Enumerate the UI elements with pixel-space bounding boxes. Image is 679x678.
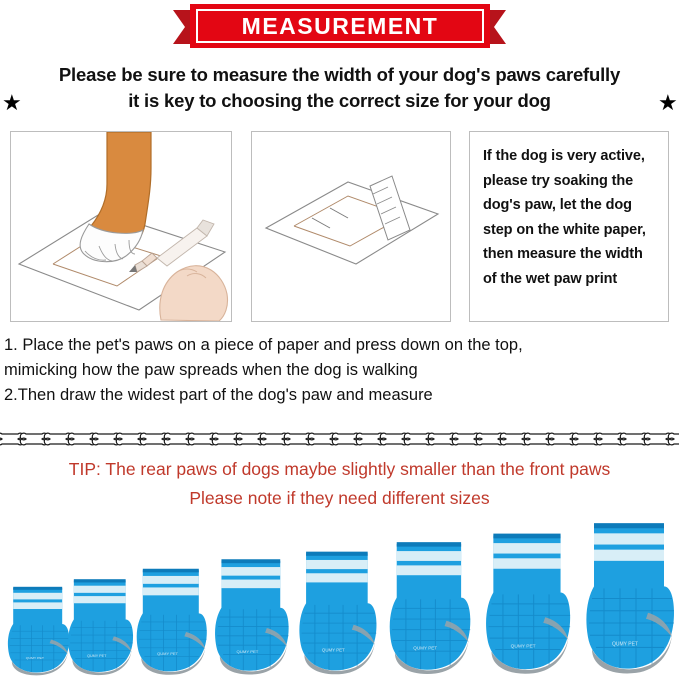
step-line-3: 2.Then draw the widest part of the dog's paw and measure — [4, 386, 433, 404]
bone-icon — [68, 433, 95, 445]
bone-icon — [404, 433, 431, 445]
banner-title: MEASUREMENT — [241, 12, 439, 39]
boot-brand-label: QUMY PET — [321, 647, 345, 653]
illustration-boxes — [10, 131, 669, 322]
bone-icon — [476, 433, 503, 445]
headline-line-2: it is key to choosing the correct size for your dog — [128, 90, 551, 111]
boot-brand-label: QUMY PET — [25, 656, 44, 660]
bone-icon — [428, 433, 455, 445]
steps-text — [4, 333, 679, 408]
banner — [0, 4, 679, 52]
box-active-dog-note — [469, 131, 669, 322]
dog-boot-icon — [578, 515, 678, 678]
tip-line-2: Please note if they need different sizes — [189, 488, 490, 508]
box-paw-illustration — [10, 131, 232, 322]
bone-icon — [452, 433, 479, 445]
note-text — [470, 132, 668, 291]
bone-divider — [0, 430, 679, 450]
bone-icon — [212, 433, 239, 445]
boot-brand-label: QUMY PET — [236, 649, 259, 654]
dog-boot-icon — [382, 535, 474, 678]
bone-icon — [284, 433, 311, 445]
bone-icon — [380, 433, 407, 445]
bone-icon — [548, 433, 575, 445]
bone-icon — [500, 433, 527, 445]
boots-row — [0, 515, 679, 678]
bone-icon — [332, 433, 359, 445]
tip-line-1: TIP: The rear paws of dogs maybe slightly smaller than the front paws — [68, 459, 611, 479]
box-ruler-illustration — [251, 131, 451, 322]
bone-icon — [44, 433, 71, 445]
dog-boot-icon — [130, 563, 210, 678]
note-line-5: then measure the width — [483, 246, 643, 262]
bone-icon — [92, 433, 119, 445]
bone-icon — [668, 433, 679, 445]
bone-icon — [308, 433, 335, 445]
bone-icon — [524, 433, 551, 445]
bone-icon — [596, 433, 623, 445]
tip-text — [0, 455, 679, 513]
bone-icon — [140, 433, 167, 445]
headline-line-1: Please be sure to measure the width of your dog's paws carefully — [58, 64, 621, 85]
bone-icon — [260, 433, 287, 445]
boot-brand-label: QUMY PET — [157, 652, 178, 656]
bone-icon — [116, 433, 143, 445]
paper-ruler-icon — [252, 132, 450, 321]
ribbon-inner-border — [196, 9, 484, 43]
step-line-2: mimicking how the paw spreads when the dog is walking — [4, 361, 418, 379]
step-line-1: 1. Place the pet's paws on a piece of paper and press down on the top, — [4, 336, 523, 354]
headline — [0, 62, 679, 114]
boot-brand-label: QUMY PET — [612, 641, 638, 648]
bone-icon — [356, 433, 383, 445]
bone-icon — [644, 433, 671, 445]
paw-on-paper-icon — [11, 132, 231, 321]
note-line-6: of the wet paw print — [483, 270, 618, 287]
dog-boot-icon — [292, 545, 380, 678]
note-line-1: If the dog is very active, — [483, 148, 645, 164]
bone-icon — [620, 433, 647, 445]
star-icon-right: ★ — [658, 90, 678, 115]
boot-brand-label: QUMY PET — [87, 654, 107, 659]
boot-brand-label: QUMY PET — [413, 645, 438, 651]
bone-icon — [236, 433, 263, 445]
bone-icon — [188, 433, 215, 445]
bone-icon — [572, 433, 599, 445]
note-line-2: please try soaking the — [483, 172, 634, 189]
boot-brand-label: QUMY PET — [510, 644, 536, 650]
star-icon-left: ★ — [2, 90, 22, 115]
note-line-4: step on the white paper, — [483, 221, 646, 238]
bone-icon — [164, 433, 191, 445]
bone-icon — [20, 433, 47, 445]
note-line-3: dog's paw, let the dog — [483, 197, 632, 213]
dog-boot-icon — [62, 574, 136, 678]
dog-boot-icon — [478, 526, 574, 678]
dog-boot-icon — [208, 553, 292, 678]
ribbon-banner — [190, 4, 490, 48]
